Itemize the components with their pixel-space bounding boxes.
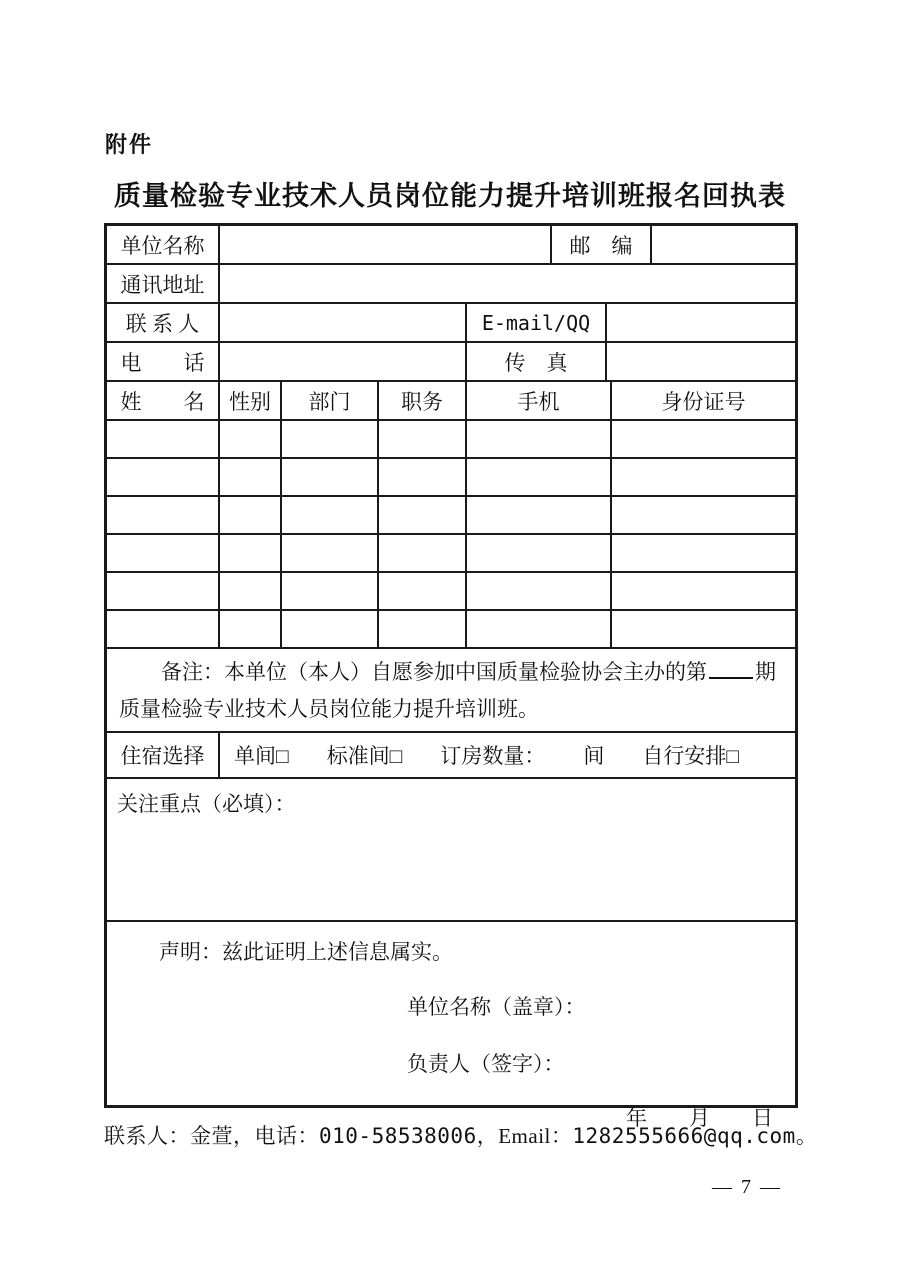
address-label: 通讯地址 [107, 265, 220, 302]
roster-empty-cell [282, 421, 379, 457]
footer-email-label: ，Email： [476, 1124, 573, 1148]
option-standard-room-checkbox: 标准间□ [326, 744, 403, 768]
row-phone [107, 343, 795, 382]
roster-empty-cell [612, 421, 795, 457]
roster-empty-cell [467, 497, 612, 533]
footer-phone-number: 010-58538006 [319, 1124, 477, 1148]
roster-empty-cell [379, 497, 467, 533]
registration-form-table [104, 223, 798, 1130]
roster-empty-cell [379, 611, 467, 647]
roster-header-position: 职务 [379, 382, 467, 419]
roster-empty-cell [379, 573, 467, 609]
row-address [107, 265, 795, 304]
roster-empty-cell [612, 535, 795, 571]
footer-email-address: 1282555666@qq.com [572, 1124, 796, 1148]
roster-empty-cell [282, 535, 379, 571]
roster-empty-cell [282, 459, 379, 495]
roster-empty-cell [107, 497, 220, 533]
roster-empty-row [107, 535, 795, 573]
option-room-quantity-label: 订房数量： [440, 744, 546, 768]
roster-header-mobile: 手机 [467, 382, 612, 419]
option-self-arrange-checkbox: 自行安排□ [642, 744, 740, 768]
roster-empty-row [107, 421, 795, 459]
page-title: 质量检验专业技术人员岗位能力提升培训班报名回执表 [114, 181, 786, 211]
fax-input-cell [607, 343, 795, 380]
roster-empty-cell [220, 535, 282, 571]
roster-empty-cell [107, 459, 220, 495]
roster-empty-cell [612, 573, 795, 609]
roster-empty-cell [379, 421, 467, 457]
roster-empty-cell [107, 421, 220, 457]
focus-cell [107, 779, 795, 920]
unit-name-input-cell [220, 226, 552, 263]
roster-empty-cell [107, 573, 220, 609]
remarks-cell [107, 649, 795, 731]
roster-empty-row [107, 459, 795, 497]
roster-empty-cell [379, 459, 467, 495]
roster-empty-cell [282, 573, 379, 609]
roster-empty-cell [107, 535, 220, 571]
roster-empty-cell [612, 497, 795, 533]
roster-empty-row [107, 573, 795, 611]
roster-empty-cell [612, 611, 795, 647]
roster-empty-cell [467, 573, 612, 609]
roster-header-row [107, 382, 795, 421]
roster-empty-row [107, 611, 795, 649]
fax-label: 传 真 [467, 343, 607, 380]
declaration-statement: 声明：兹此证明上述信息属实。 [159, 940, 453, 964]
accommodation-label: 住宿选择 [107, 733, 220, 777]
row-contact [107, 304, 795, 343]
unit-seal-label: 单位名称（盖章）： [407, 995, 586, 1019]
roster-header-id-number: 身份证号 [661, 389, 746, 414]
roster-empty-cell [282, 611, 379, 647]
phone-input-cell [220, 343, 467, 380]
focus-label: 关注重点（必填）： [117, 792, 296, 816]
remarks-blank-line [709, 657, 753, 679]
roster-header-gender: 性别 [220, 382, 282, 419]
address-input-cell [220, 265, 795, 302]
remarks-row [107, 649, 795, 733]
roster-empty-cell [220, 459, 282, 495]
roster-header-name: 姓 名 [107, 382, 220, 419]
focus-row [107, 779, 795, 922]
unit-name-label: 单位名称 [107, 226, 220, 263]
phone-label: 电 话 [107, 343, 220, 380]
roster-empty-cell [467, 421, 612, 457]
remarks-line1-post: 期 [755, 660, 776, 684]
roster-empty-cell [379, 535, 467, 571]
declaration-row [107, 922, 795, 1130]
roster-header-department: 部门 [282, 382, 379, 419]
option-single-room-checkbox: 单间□ [234, 744, 289, 768]
roster-empty-cell [467, 459, 612, 495]
contact-footer [104, 1120, 818, 1150]
accommodation-row [107, 733, 795, 779]
responsible-sign-label: 负责人（签字）： [407, 1052, 565, 1076]
page-number: — 7 — [712, 1176, 782, 1198]
row-unit-name [107, 226, 795, 265]
roster-empty-row [107, 497, 795, 535]
attachment-label: 附件 [105, 132, 154, 157]
option-room-unit-label: 间 [583, 744, 605, 768]
roster-empty-cell [220, 573, 282, 609]
roster-empty-cell [612, 459, 795, 495]
roster-empty-cell [467, 535, 612, 571]
email-qq-label: E-mail/QQ [467, 304, 607, 341]
accommodation-options-cell [220, 733, 795, 777]
roster-empty-cell [282, 497, 379, 533]
remarks-line1-pre: 备注：本单位（本人）自愿参加中国质量检验协会主办的第 [161, 660, 707, 684]
footer-contact-text: 联系人：金萱，电话： [104, 1124, 319, 1148]
remarks-line1 [119, 654, 785, 691]
roster-empty-cell [467, 611, 612, 647]
remarks-line2: 质量检验专业技术人员岗位能力提升培训班。 [119, 697, 539, 721]
postal-code-input-cell [652, 226, 795, 263]
date-line: 年 月 日 [626, 1106, 773, 1130]
roster-empty-cell [220, 497, 282, 533]
roster-empty-cell [220, 421, 282, 457]
roster-empty-cell [107, 611, 220, 647]
contact-input-cell [220, 304, 467, 341]
email-qq-input-cell [607, 304, 795, 341]
footer-period: 。 [795, 1124, 818, 1148]
declaration-cell [107, 922, 795, 1130]
postal-code-label: 邮 编 [552, 226, 652, 263]
contact-label: 联 系 人 [107, 304, 220, 341]
roster-empty-cell [220, 611, 282, 647]
